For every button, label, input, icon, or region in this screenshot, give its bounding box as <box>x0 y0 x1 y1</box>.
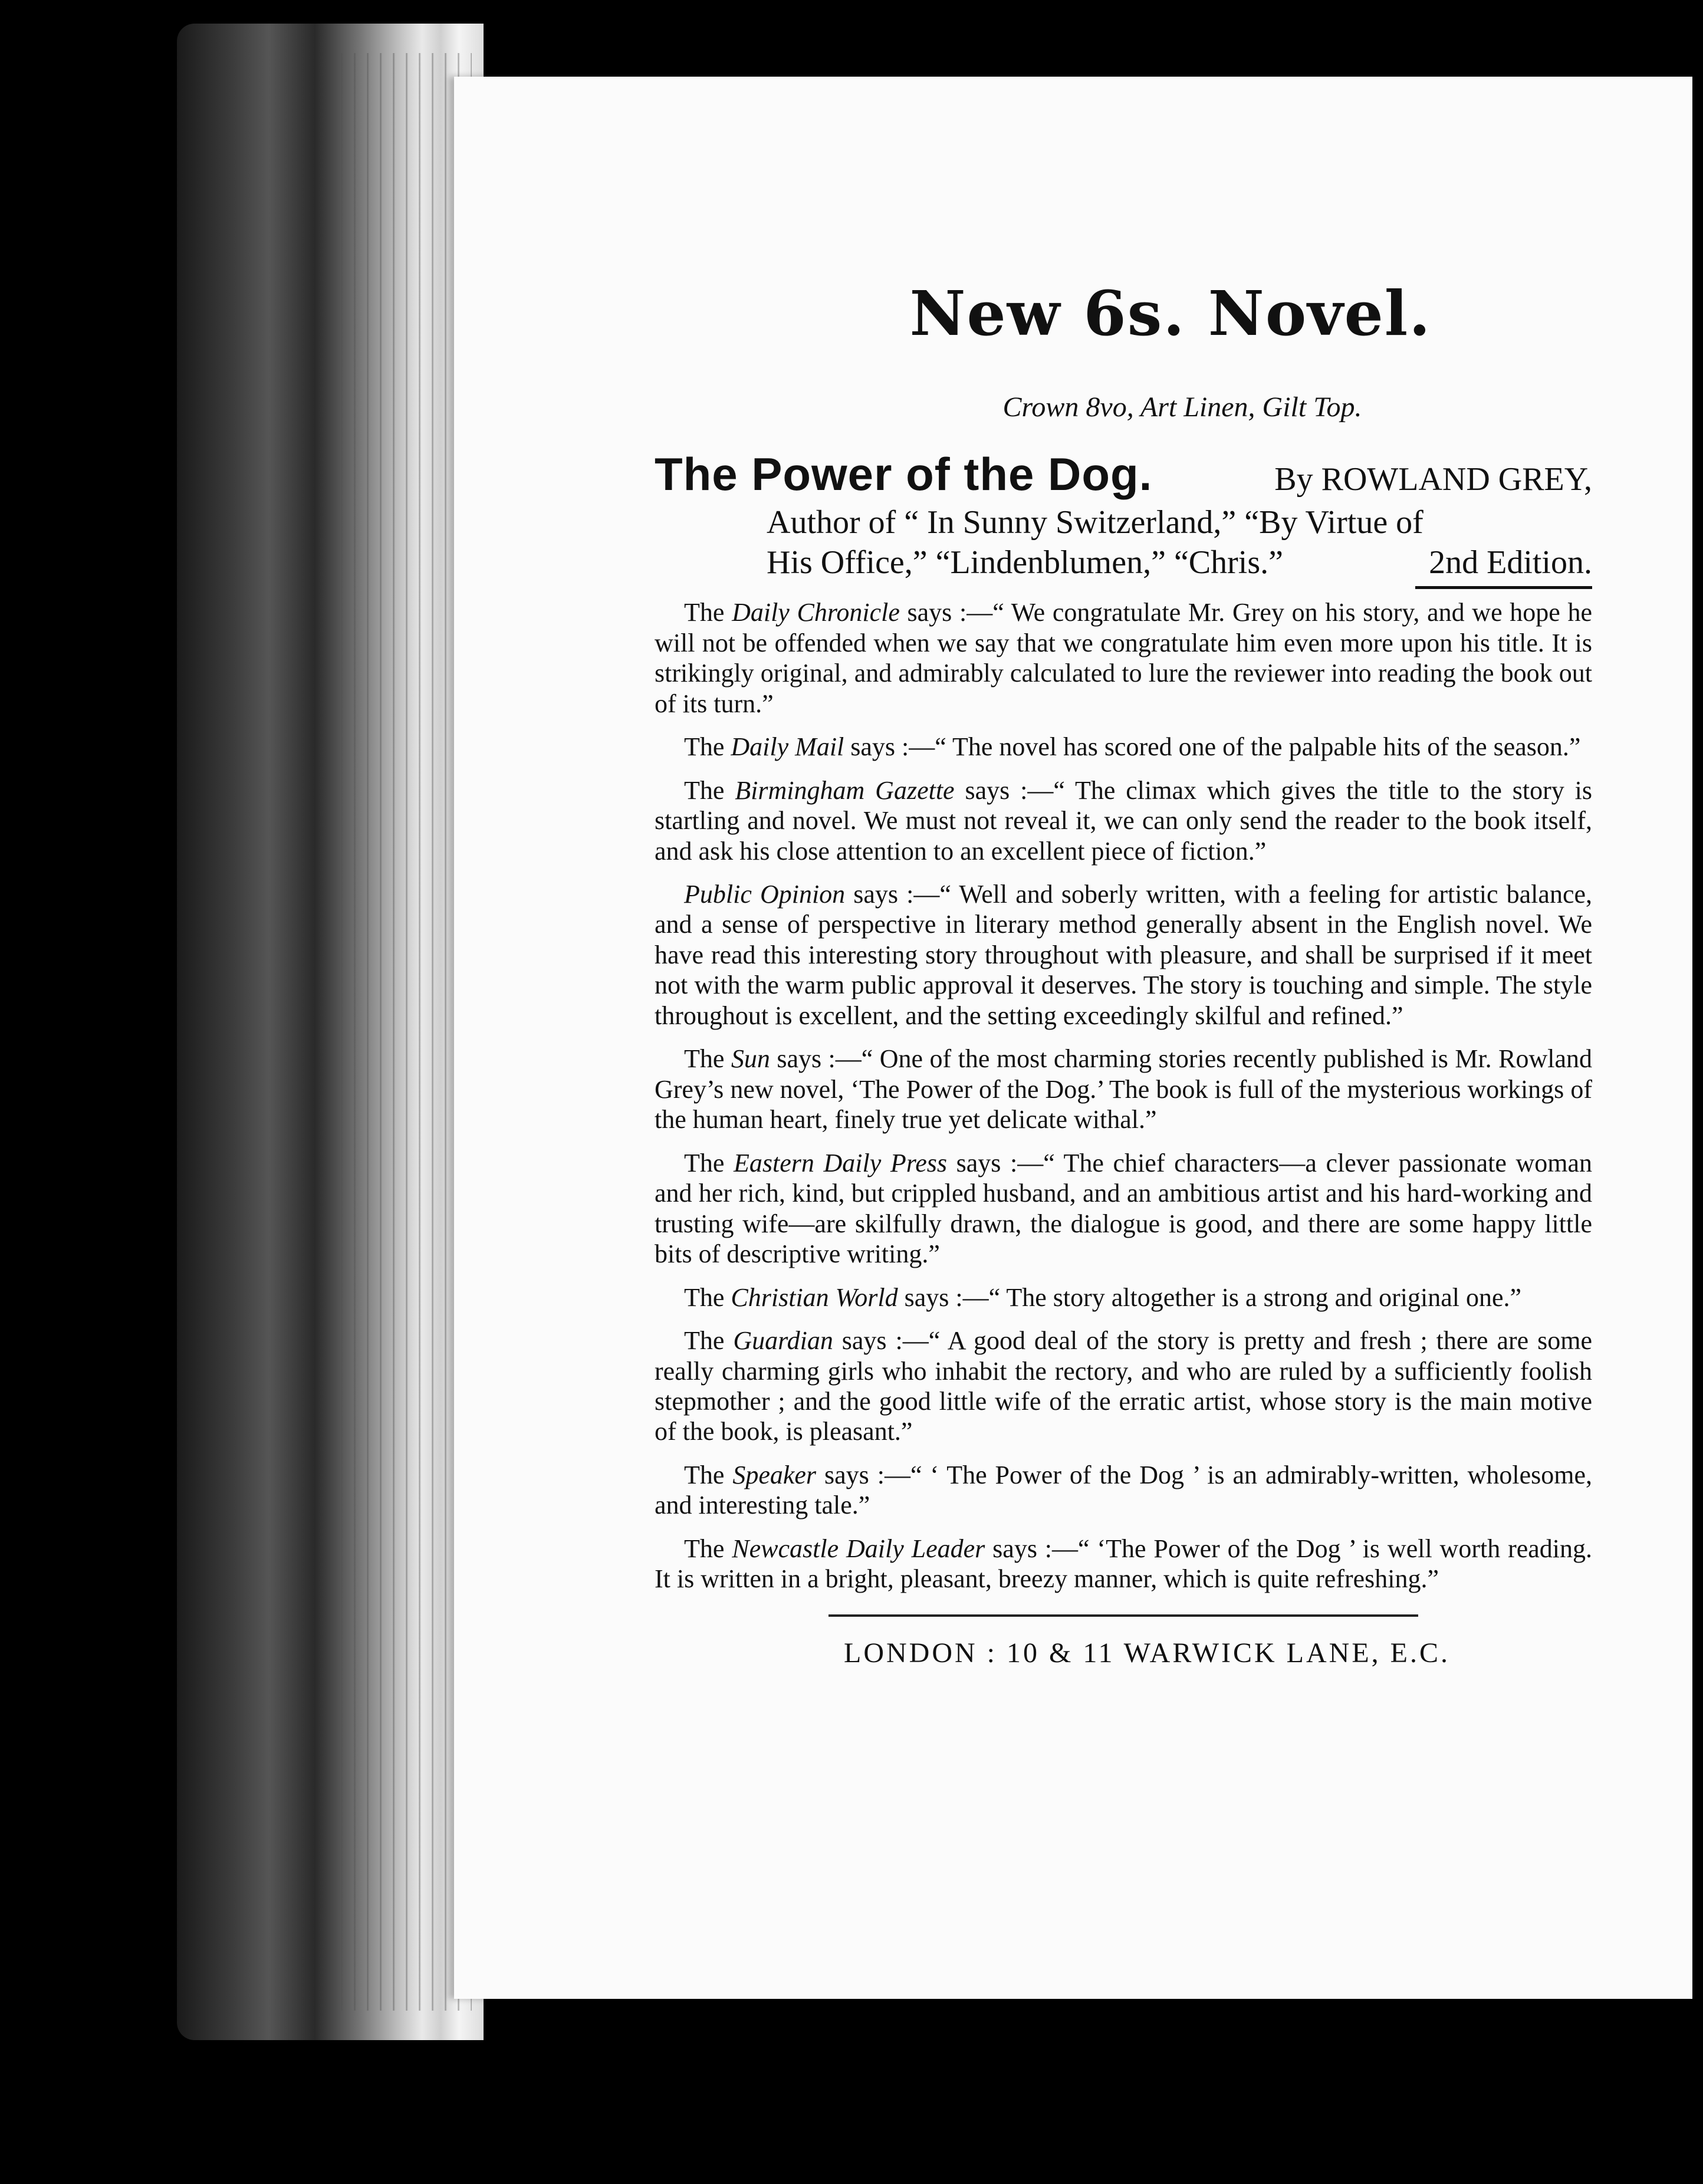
author-of-line-1: Author of “ In Sunny Switzerland,” “By Virtue of <box>767 504 1423 541</box>
book-title: The Power of the Dog. <box>655 448 1153 500</box>
paper-name: Eastern Daily Press <box>734 1148 947 1177</box>
footer-rule <box>829 1614 1418 1617</box>
paper-name: Daily Chronicle <box>732 598 900 627</box>
review-text: says :—“ The novel has scored one of the palpable hits of the season.” <box>844 732 1581 762</box>
review <box>655 597 1592 719</box>
format-line: Crown 8vo, Art Linen, Gilt Top. <box>1002 392 1362 423</box>
review-prefix: The <box>684 598 732 627</box>
page-heading: New 6s. Novel. <box>909 277 1432 350</box>
paper-name: Christian World <box>731 1282 898 1312</box>
advertisement <box>655 277 1592 1669</box>
title-block <box>655 447 1592 589</box>
paper-name: Birmingham Gazette <box>735 775 955 805</box>
review <box>655 1460 1592 1521</box>
paper-name: Public Opinion <box>684 879 846 909</box>
review-prefix: The <box>684 775 735 805</box>
review-prefix: The <box>684 1326 734 1356</box>
byline: By ROWLAND GREY, <box>1274 461 1592 498</box>
edition-rule <box>1415 586 1592 589</box>
review-text: says :—“ A good deal of the story is pretty and fresh ; there are some really charming girls who inhabit the rectory, and who are ruled by a sufficiently foolish stepmother ; and the good little wife of the erratic artist, whose story is the main motive of the book, is pleasant.” <box>655 1326 1593 1446</box>
title-line <box>655 447 1592 502</box>
review-prefix: The <box>684 1044 731 1074</box>
review <box>655 1148 1592 1269</box>
author-of-line-2 <box>655 542 1592 583</box>
paper-name: Newcastle Daily Leader <box>732 1534 985 1563</box>
review-text: says :—“ Well and soberly written, with a feeling for artistic balance, and a sense of perspective in literary method generally absent in the English novel. We have read this interesting story throughout with pleasure, and shall be surprised if it meet not with the warm public approval it deserves. The story is touching and simple. The style throughout is excellent, and the setting exceedingly skilful and refined.” <box>655 879 1592 1030</box>
review-text: says :—“ ‘The Power of the Dog ’ is well worth reading. It is written in a bright, pleasant, breezy manner, which is quite refreshing.” <box>655 1534 1593 1594</box>
review <box>655 1534 1592 1594</box>
paper-name: Speaker <box>732 1460 817 1489</box>
review <box>655 732 1592 762</box>
review-text: says :—“ The climax which gives the title to the story is startling and novel. We must not reveal it, we can only send the reader to the book itself, and ask his close attention to an excellent piece of fiction.” <box>655 775 1593 866</box>
review-text: says :—“ The chief characters—a clever passionate woman and her rich, kind, but crippled husband, and an ambitious artist and his hard-working and trusting wife—are skilfully drawn, the dialogue is good, and there are some happy little bits of descriptive writing.” <box>655 1148 1592 1269</box>
imprint: LONDON : 10 & 11 WARWICK LANE, E.C. <box>844 1637 1450 1669</box>
review-prefix: The <box>684 1460 733 1489</box>
review <box>655 775 1592 866</box>
review-text: says :—“ ‘ The Power of the Dog ’ is an admirably-written, wholesome, and interesting tale.” <box>655 1460 1592 1520</box>
review-prefix: The <box>684 1534 732 1563</box>
page-edges <box>330 53 472 2011</box>
review <box>655 1044 1592 1134</box>
author-of-text: His Office,” “Lindenblumen,” “Chris.” <box>767 544 1284 581</box>
paper-name: Sun <box>731 1044 770 1074</box>
review-text: says :—“ The story altogether is a strong and original one.” <box>897 1282 1522 1312</box>
review <box>655 1282 1592 1313</box>
review-prefix: The <box>684 1148 734 1177</box>
review <box>655 1325 1592 1447</box>
paper-name: Daily Mail <box>731 732 844 762</box>
reviews <box>655 597 1592 1594</box>
review-prefix: The <box>684 732 731 762</box>
review-prefix: The <box>684 1282 731 1312</box>
review-text: says :—“ One of the most charming stories recently published is Mr. Rowland Grey’s new novel, ‘The Power of the Dog.’ The book is full of the mysterious workings of the human heart, finely true yet delicate withal.” <box>655 1044 1593 1134</box>
review <box>655 879 1592 1031</box>
review-text: says :—“ We congratulate Mr. Grey on his story, and we hope he will not be offended when we say that we congratulate him even more upon his title. It is strikingly original, and admirably calculated to lure the reviewer into reading the book out of its turn.” <box>655 598 1592 718</box>
paper-name: Guardian <box>733 1326 833 1356</box>
edition: 2nd Edition. <box>1429 544 1592 581</box>
